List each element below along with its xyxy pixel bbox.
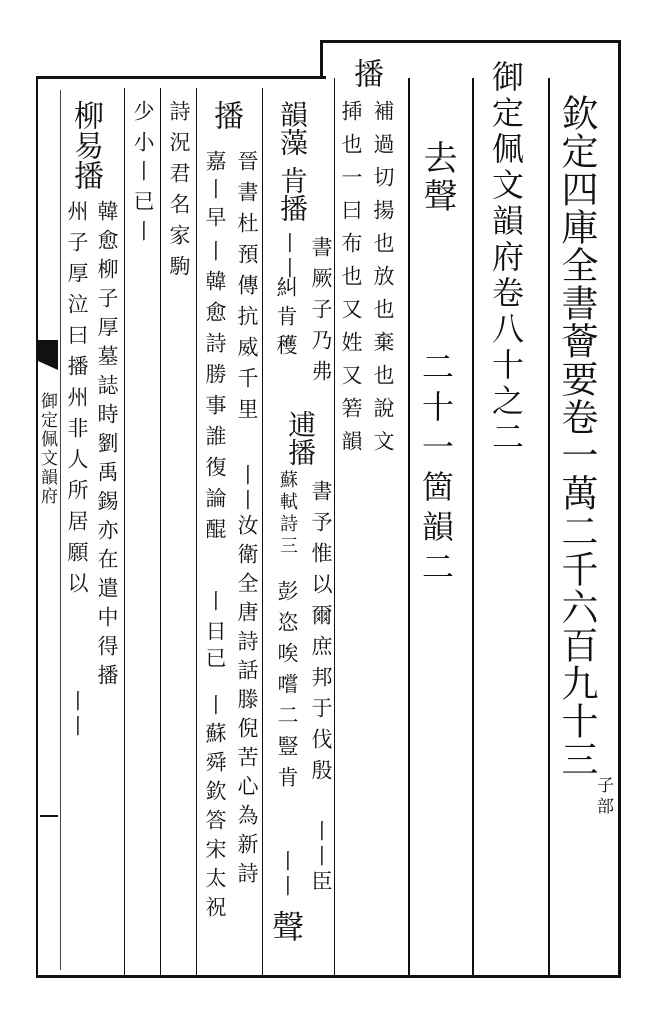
term-bubo-quote: 彭恣唉嚐二豎肯 — [275, 580, 299, 797]
term-bo-2-line2-c: 韓愈詩勝事誰復論醌 — [203, 270, 227, 549]
col-rule-3 — [408, 78, 410, 976]
repeat-mark-1: 丨丨 — [277, 232, 301, 282]
term-bubo: 逋播 — [284, 410, 317, 466]
top-border-right — [320, 40, 620, 43]
margin-divider — [60, 90, 61, 970]
term-liuyibo-source: 韓愈柳子厚墓誌時劉禹錫亦在遣中得播 — [95, 200, 119, 693]
term-bo-2: 播 — [208, 100, 243, 130]
top-border-left — [36, 76, 326, 79]
rhyme-group: 二十一箇韻二 — [417, 350, 455, 590]
margin-fishtail-mark — [38, 340, 58, 370]
entry-definition-line2: 揷也一曰布也又姓又箬韻 — [339, 100, 363, 463]
term-bubo-final: 聲 — [267, 910, 305, 942]
repeat-mark-5: 丨 — [203, 178, 227, 203]
right-border — [618, 40, 621, 978]
entry-definition-line1: 補過切揚也放也棄也說文 — [371, 100, 395, 463]
col-rule-2 — [472, 78, 474, 976]
series-title: 欽定四庫全書薈要卷一萬二千六百九十三 — [555, 94, 598, 778]
term-bubo-end: 臣 — [309, 870, 333, 895]
term-bo-2-line2-a: 嘉 — [203, 150, 227, 175]
repeat-mark-9: 丨 — [131, 160, 155, 185]
repeat-mark-7: 丨 — [203, 590, 227, 615]
repeat-mark-2: 丨丨 — [309, 820, 333, 870]
entry-line-shaoxiao: 少小 — [131, 100, 155, 162]
term-bubo-source: 書予惟以爾庶邦于伐殷 — [309, 480, 333, 790]
section-head-yunzao: 韻藻 — [276, 100, 309, 156]
col-rule-6 — [196, 88, 197, 976]
term-bubo-citation: 蘇軾詩三 — [277, 470, 298, 558]
col-rule-5 — [262, 88, 263, 976]
entry-line-shaoxiao-end: 已 — [131, 190, 155, 215]
entry-head-bo: 播 — [348, 58, 383, 88]
repeat-mark-4: 丨丨 — [235, 464, 259, 514]
repeat-mark-10: 丨 — [131, 220, 155, 245]
term-bo-2-source: 晉書杜預傳抗威千里 — [235, 150, 259, 429]
margin-tick — [40, 815, 58, 817]
margin-book-title: 御定佩文韻府 — [37, 392, 57, 506]
term-bo-2-line2-b: 早 — [203, 206, 227, 231]
entry-line-jiaju: 詩況君名家駒 — [167, 100, 191, 286]
col-rule-8 — [124, 88, 125, 976]
volume-title: 御定佩文韻府卷八十之二 — [487, 60, 525, 456]
outer-margin-line — [36, 76, 38, 978]
tone-label: 去聲 — [417, 140, 457, 216]
repeat-mark-3: 丨丨 — [275, 850, 299, 900]
term-liuyibo: 柳易播 — [68, 100, 103, 190]
repeat-mark-11: 丨丨 — [65, 690, 89, 740]
repeat-mark-8: 丨 — [203, 694, 227, 719]
term-bo-2-line2-e: 蘇舜欽答宋太祝 — [203, 722, 227, 925]
col-rule-7 — [160, 88, 161, 976]
term-kenbo-line2: 糾肯穫 — [274, 276, 298, 363]
category-label: 子部 — [593, 776, 613, 818]
col-rule-4 — [334, 78, 335, 976]
term-kenbo-source: 書厥子乃弗 — [309, 236, 333, 391]
repeat-mark-6: 丨 — [203, 240, 227, 265]
term-kenbo: 肯播 — [276, 166, 309, 222]
term-bo-2-line2-d: 日已 — [203, 620, 227, 674]
term-liuyibo-line2: 州子厚泣曰播州非人所居願以 — [65, 200, 89, 603]
top-border-step — [320, 40, 323, 78]
col-rule-1 — [548, 78, 550, 976]
term-bo-2-source-cont: 汝衛全唐詩話滕倪苦心為新詩 — [235, 514, 259, 891]
